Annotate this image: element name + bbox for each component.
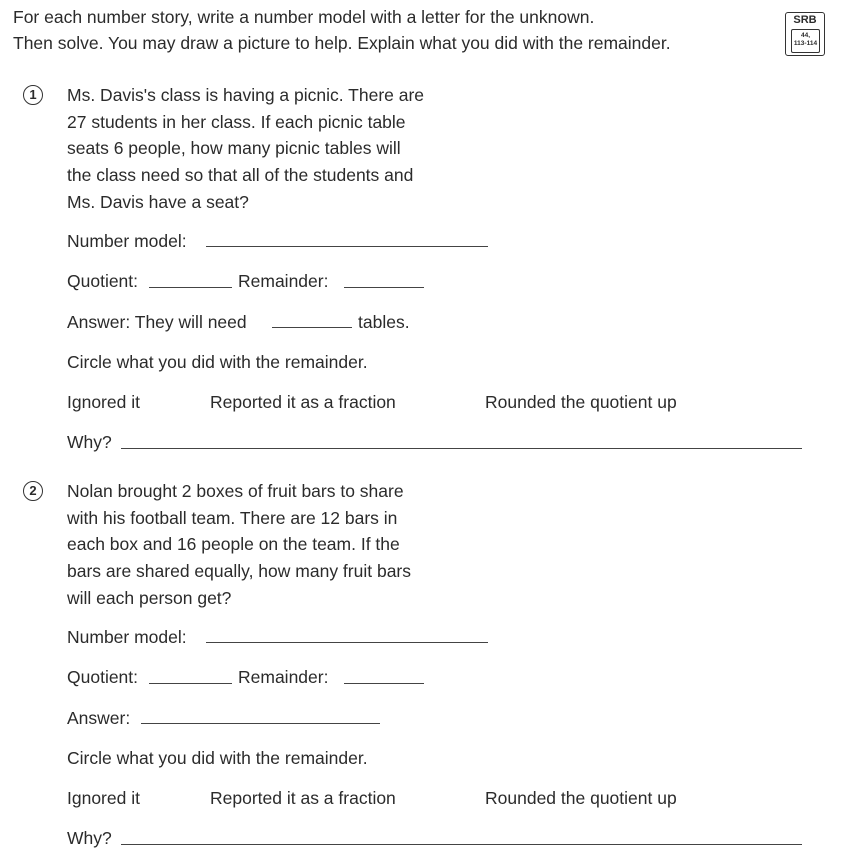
option-ignored[interactable]: Ignored it: [67, 788, 140, 808]
option-fraction[interactable]: Reported it as a fraction: [210, 788, 396, 808]
srb-reference-badge: [785, 12, 825, 56]
story-line: each box and 16 people on the team. If the: [67, 534, 400, 555]
story-line: Ms. Davis's class is having a picnic. There are: [67, 85, 425, 105]
story-problem-1: [67, 82, 424, 216]
instructions-line-1: For each number story, write a number model with a letter for the unknown.: [13, 7, 595, 27]
answer-prefix: Answer:: [67, 708, 131, 728]
remainder-answer-line[interactable]: [344, 683, 424, 684]
answer-prefix: Answer: They will need: [67, 312, 247, 332]
answer-blank-line[interactable]: [272, 327, 352, 328]
story-line: Nolan brought 2 boxes of fruit bars to share: [67, 481, 404, 501]
story-line: bars are shared equally, how many fruit bars: [67, 561, 412, 582]
story-problem-2: [67, 478, 411, 612]
story-line: will each person get?: [67, 587, 232, 608]
why-answer-line[interactable]: [121, 448, 802, 449]
answer-suffix: tables.: [358, 312, 410, 332]
story-line: with his football team. There are 12 bars in: [67, 507, 398, 528]
srb-label: SRB: [793, 14, 817, 26]
book-icon: [791, 29, 820, 53]
quotient-answer-line[interactable]: [149, 683, 232, 684]
srb-page-2: 113-114: [793, 40, 818, 47]
story-line: the class need so that all of the students and: [67, 165, 414, 186]
circle-prompt: Circle what you did with the remainder.: [67, 352, 368, 372]
quotient-label: Quotient:: [67, 667, 139, 687]
story-line: Ms. Davis have a seat?: [67, 191, 249, 212]
remainder-label: Remainder:: [238, 667, 329, 687]
why-label: Why?: [67, 828, 112, 848]
option-rounded-up[interactable]: Rounded the quotient up: [485, 392, 677, 412]
number-model-label: Number model:: [67, 231, 187, 251]
problem-number-1: 1: [23, 85, 43, 105]
remainder-answer-line[interactable]: [344, 287, 424, 288]
answer-blank-line[interactable]: [141, 723, 380, 724]
number-model-answer-line[interactable]: [206, 642, 488, 643]
quotient-label: Quotient:: [67, 271, 139, 291]
option-fraction[interactable]: Reported it as a fraction: [210, 392, 396, 412]
quotient-answer-line[interactable]: [149, 287, 232, 288]
srb-page-1: 44,: [800, 32, 811, 39]
story-line: seats 6 people, how many picnic tables will: [67, 138, 401, 159]
number-model-label: Number model:: [67, 627, 187, 647]
story-line: 27 students in her class. If each picnic table: [67, 111, 406, 132]
why-label: Why?: [67, 432, 112, 452]
circle-prompt: Circle what you did with the remainder.: [67, 748, 368, 768]
option-ignored[interactable]: Ignored it: [67, 392, 140, 412]
problem-number-2: 2: [23, 481, 43, 501]
option-rounded-up[interactable]: Rounded the quotient up: [485, 788, 677, 808]
remainder-label: Remainder:: [238, 271, 329, 291]
why-answer-line[interactable]: [121, 844, 802, 845]
number-model-answer-line[interactable]: [206, 246, 488, 247]
instructions-line-2: Then solve. You may draw a picture to help. Explain what you did with the remainder.: [13, 33, 671, 53]
